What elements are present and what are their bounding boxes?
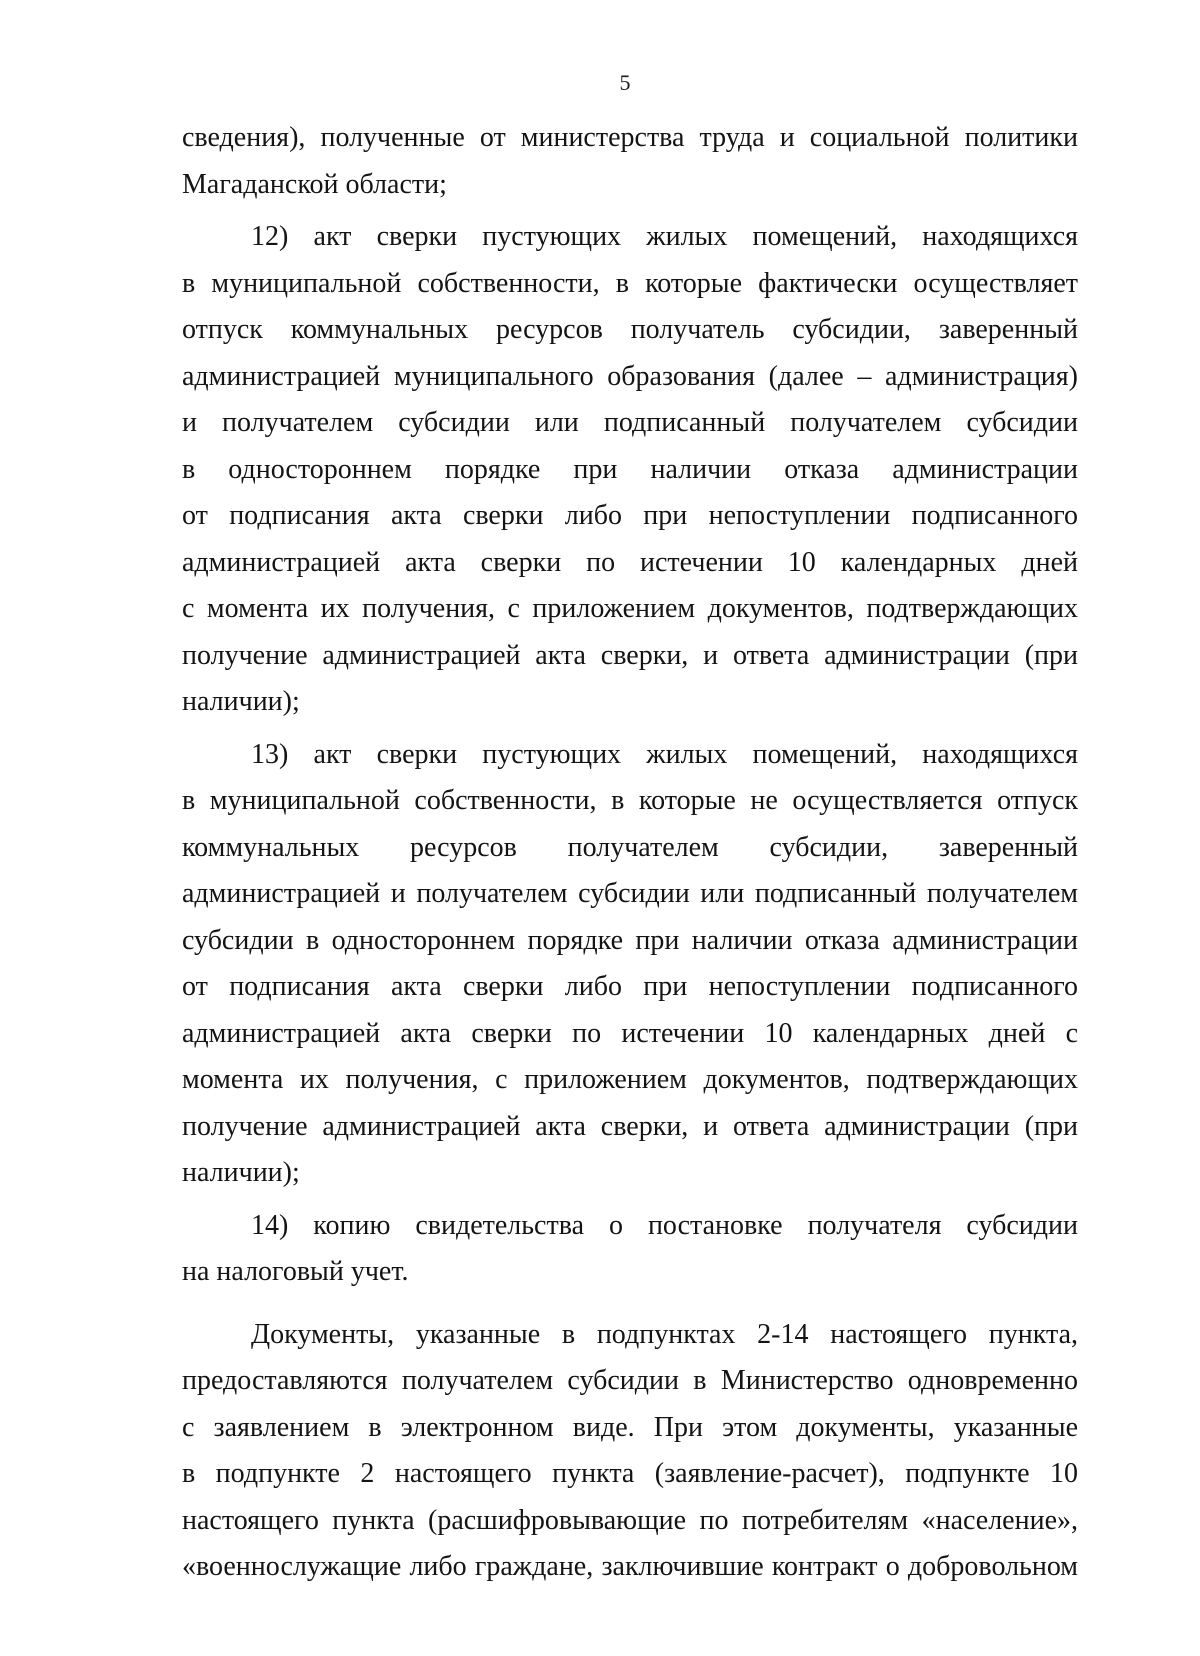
text-line: 13) акт сверки пустующих жилых помещений, находящихся — [251, 738, 1078, 770]
text-line: Документы, указанные в подпунктах 2-14 настоящего пункта, — [251, 1318, 1078, 1350]
text-line: 12) акт сверки пустующих жилых помещений, находящихся — [251, 221, 1078, 252]
text-line: администрацией муниципального образования (далее – администрация) — [182, 360, 1078, 392]
text-line: момента их получения, с приложением документов, подтверждающих — [182, 1064, 1078, 1095]
paragraph-continuation — [182, 115, 1078, 208]
page-number: 5 — [619, 70, 631, 95]
text-line: от подписания акта сверки либо при непоступлении подписанного — [182, 971, 1078, 1002]
paragraph-item-14 — [182, 1203, 1078, 1296]
text-line: 14) копию свидетельства о постановке получателя субсидии — [251, 1209, 1078, 1241]
text-line: получение администрацией акта сверки, и ответа администрации (при — [182, 639, 1078, 671]
text-line: в муниципальной собственности, в которые фактически осуществляет — [182, 267, 1078, 299]
text-line: отпуск коммунальных ресурсов получатель субсидии, заверенный — [182, 314, 1078, 345]
text-line: в одностороннем порядке при наличии отказа администрации — [182, 453, 1078, 485]
text-line: администрацией и получателем субсидии или подписанный получателем — [182, 878, 1078, 909]
text-line: «военнослужащие либо граждане, заключившие контракт о добровольном — [182, 1551, 1078, 1582]
text-line: с момента их получения, с приложением документов, подтверждающих — [182, 593, 1078, 624]
text-line: в подпункте 2 настоящего пункта (заявление-расчет), подпункте 10 — [182, 1458, 1078, 1489]
text-line: получение администрацией акта сверки, и ответа администрации (при — [182, 1110, 1078, 1142]
text-line: администрацией акта сверки по истечении 10 календарных дней — [182, 546, 1078, 578]
text-line: от подписания акта сверки либо при непоступлении подписанного — [182, 500, 1078, 531]
text-line: Магаданской области; — [182, 168, 447, 200]
text-line: субсидии в одностороннем порядке при наличии отказа администрации — [182, 924, 1078, 956]
text-line: с заявлением в электронном виде. При этом документы, указанные — [182, 1411, 1078, 1443]
text-line: сведения), полученные от министерства труда и социальной политики — [182, 122, 1078, 153]
paragraph-documents — [182, 1312, 1078, 1591]
text-line: наличии); — [182, 686, 300, 717]
text-line: администрацией акта сверки по истечении 10 календарных дней с — [182, 1017, 1078, 1049]
text-line: и получателем субсидии или подписанный получателем субсидии — [182, 407, 1078, 438]
text-line: коммунальных ресурсов получателем субсидии, заверенный — [182, 831, 1078, 863]
text-line: предоставляются получателем субсидии в Министерство одновременно — [182, 1365, 1078, 1396]
text-line: наличии); — [182, 1157, 300, 1188]
text-line: настоящего пункта (расшифровывающие по потребителям «население», — [182, 1504, 1078, 1536]
text-line: на налоговый учет. — [182, 1256, 409, 1287]
paragraph-item-12 — [182, 214, 1078, 726]
document-body — [182, 115, 1078, 1591]
text-line: в муниципальной собственности, в которые не осуществляется отпуск — [182, 785, 1078, 816]
paragraph-item-13 — [182, 732, 1078, 1197]
